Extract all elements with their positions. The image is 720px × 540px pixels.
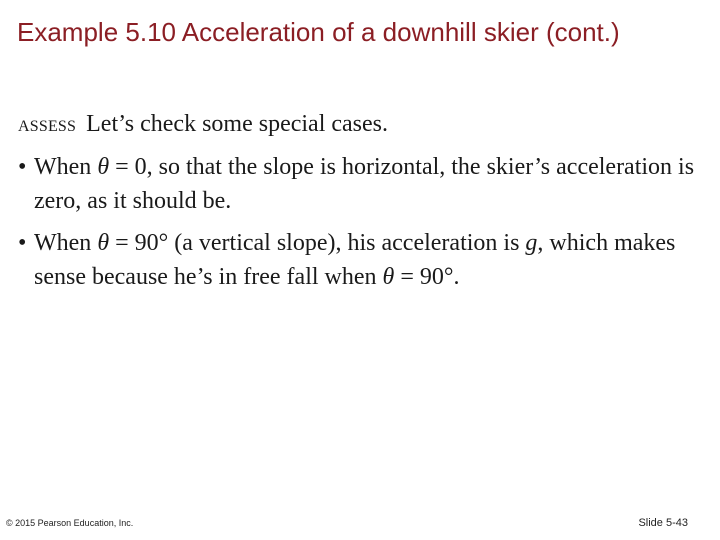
bullet-list xyxy=(18,150,708,302)
footer-copyright: © 2015 Pearson Education, Inc. xyxy=(6,518,134,528)
bullet-text-part: = 0, so that the slope is horizontal, the skier’s acceleration is zero, as it should be. xyxy=(34,154,695,214)
footer-slide-number: Slide 5-43 xyxy=(638,517,688,529)
theta-symbol: θ xyxy=(97,154,110,180)
bullet-item xyxy=(18,226,708,294)
bullet-item xyxy=(18,150,708,218)
bullet-text-part: , which makes sense because he’s in free fall when xyxy=(34,230,676,290)
bullet-text-part: When xyxy=(34,230,98,256)
assess-text: Let’s check some special cases. xyxy=(86,111,388,137)
gravity-symbol: g xyxy=(525,230,538,256)
bullet-text-part: When xyxy=(34,154,98,180)
bullet-text-part: = 90° (a vertical slope), his acceleration is xyxy=(109,230,526,256)
assess-line xyxy=(18,108,388,143)
slide-title: Example 5.10 Acceleration of a downhill skier (cont.) xyxy=(17,17,620,47)
theta-symbol: θ xyxy=(97,230,110,256)
assess-label: ASSESS xyxy=(18,118,77,135)
bullet-text-part: = 90°. xyxy=(394,264,460,290)
bullet-dot-icon: • xyxy=(18,230,27,256)
theta-symbol: θ xyxy=(382,264,395,290)
bullet-dot-icon: • xyxy=(18,154,27,180)
